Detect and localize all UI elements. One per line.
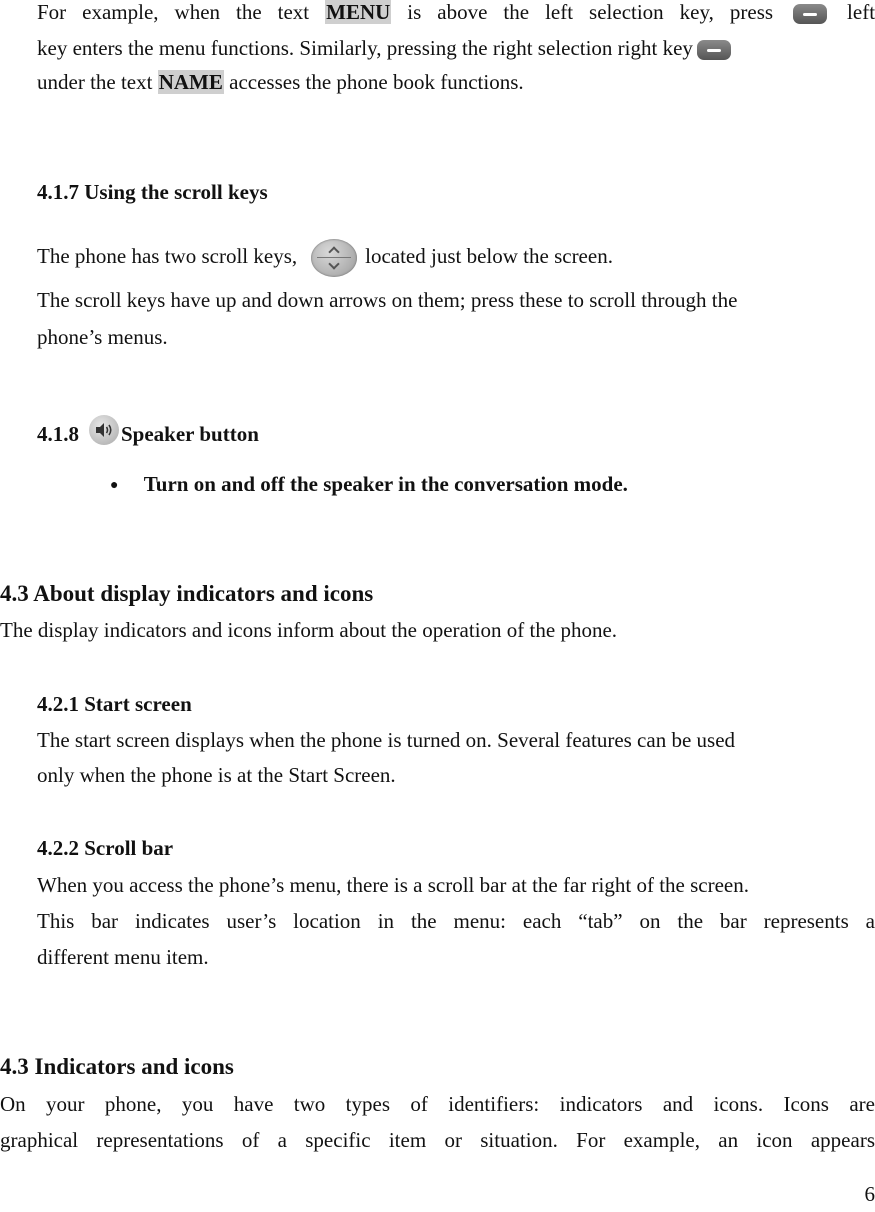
indicators-line-1: On your phone, you have two types of identifiers: indicators and icons. Icons are bbox=[0, 1086, 875, 1122]
speaker-bullet: ● Turn on and off the speaker in the conversation mode. bbox=[110, 466, 628, 506]
left-selection-key-icon bbox=[793, 4, 827, 24]
menu-label: MENU bbox=[325, 0, 391, 24]
section-heading-422: 4.2.2 Scroll bar bbox=[37, 830, 173, 866]
section-heading-43a: 4.3 About display indicators and icons bbox=[0, 576, 373, 612]
page-number: 6 bbox=[865, 1176, 875, 1212]
scroll-keys-icon bbox=[311, 239, 357, 277]
name-label: NAME bbox=[158, 70, 224, 94]
scroll-bar-line-3: different menu item. bbox=[37, 939, 209, 975]
intro-line-3: under the text NAME accesses the phone book functions. bbox=[37, 64, 875, 100]
section-text-43a: The display indicators and icons inform about the operation of the phone. bbox=[0, 612, 617, 648]
right-selection-key-icon bbox=[697, 40, 731, 60]
intro-line-2: key enters the menu functions. Similarly, pressing the right selection right key bbox=[37, 30, 875, 66]
speaker-icon bbox=[89, 415, 119, 445]
section-heading-418: 4.1.8 Speaker button bbox=[37, 416, 259, 452]
scroll-bar-line-2: This bar indicates user’s location in the menu: each “tab” on the bar represents a bbox=[37, 903, 875, 939]
start-screen-line-1: The start screen displays when the phone is turned on. Several features can be used bbox=[37, 722, 875, 758]
scroll-keys-line: The phone has two scroll keys, located just below the screen. bbox=[37, 238, 875, 277]
bullet-dot: ● bbox=[110, 478, 118, 493]
section-heading-417: 4.1.7 Using the scroll keys bbox=[37, 174, 268, 210]
intro-line-1: For example, when the text MENU is above the left selection key, press left bbox=[37, 0, 875, 30]
section-heading-421: 4.2.1 Start screen bbox=[37, 686, 192, 722]
section-heading-43b: 4.3 Indicators and icons bbox=[0, 1049, 234, 1085]
scroll-keys-para-line-1: The scroll keys have up and down arrows on them; press these to scroll through the bbox=[37, 282, 875, 318]
scroll-keys-para-line-2: phone’s menus. bbox=[37, 319, 875, 355]
start-screen-line-2: only when the phone is at the Start Screen. bbox=[37, 757, 396, 793]
indicators-line-2: graphical representations of a specific item or situation. For example, an icon appears bbox=[0, 1122, 875, 1158]
scroll-bar-line-1: When you access the phone’s menu, there is a scroll bar at the far right of the screen. bbox=[37, 867, 875, 903]
